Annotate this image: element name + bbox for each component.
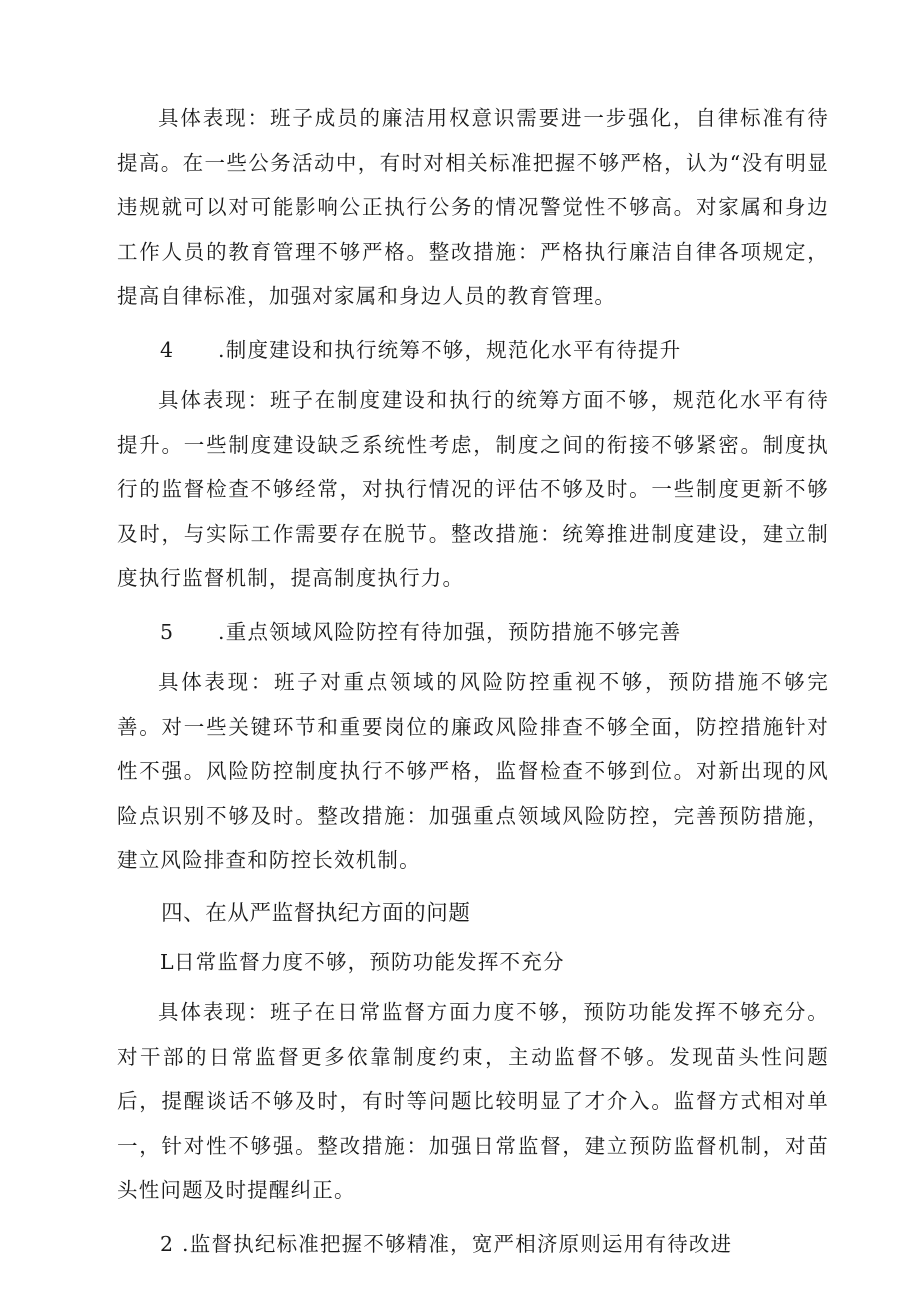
item-heading-1 bbox=[117, 940, 829, 984]
item-number: 4 bbox=[160, 337, 175, 362]
paragraph-system-building: 具体表现：班子在制度建设和执行的统筹方面不够，规范化水平有待提升。一些制度建设缺乏系统性考虑，制度之间的衔接不够紧密。制度执行的监督检查不够经常，对执行情况的评估不够及时。一些制度更新不够及时，与实际工作需要存在脱节。整改措施：统筹推进制度建设，建立制度执行监督机制，提高制度执行力。 bbox=[117, 387, 829, 591]
document-body bbox=[117, 96, 829, 1272]
section-heading: 四、在从严监督执纪方面的问题 bbox=[161, 900, 471, 926]
paragraph-risk-control: 具体表现：班子对重点领域的风险防控重视不够，预防措施不够完善。对一些关键环节和重要岗位的廉政风险排查不够全面，防控措施针对性不强。风险防控制度执行不够严格，监督检查不够到位。对新出现的风险点识别不够及时。整改措施：加强重点领域风险防控，完善预防措施，建立风险排查和防控长效机制。 bbox=[117, 669, 829, 873]
item-heading-2 bbox=[117, 1222, 829, 1266]
item-number: L bbox=[160, 949, 175, 974]
item-title: .制度建设和执行统筹不够，规范化水平有待提升 bbox=[218, 337, 682, 362]
item-title: .重点领域风险防控有待加强，预防措施不够完善 bbox=[218, 619, 682, 644]
item-heading-4 bbox=[117, 328, 829, 372]
paragraph-integrity: 具体表现：班子成员的廉洁用权意识需要进一步强化，自律标准有待提高。在一些公务活动中，有时对相关标准把握不够严格，认为“没有明显违规就可以对可能影响公正执行公务的情况警觉性不够高。对家属和身边工作人员的教育管理不够严格。整改措施：严格执行廉洁自律各项规定，提高自律标准，加强对家属和身边人员的教育管理。 bbox=[117, 106, 829, 309]
item-heading-5 bbox=[117, 610, 829, 654]
item-number: 2 bbox=[160, 1231, 175, 1256]
paragraph-daily-supervision: 具体表现：班子在日常监督方面力度不够，预防功能发挥不够充分。对干部的日常监督更多依靠制度约束，主动监督不够。发现苗头性问题后，提醒谈话不够及时，有时等问题比较明显了才介入。监督方式相对单一，针对性不够强。整改措施：加强日常监督，建立预防监督机制，对苗头性问题及时提醒纠正。 bbox=[117, 999, 829, 1203]
item-title: .监督执纪标准把握不够精准，宽严相济原则运用有待改进 bbox=[182, 1231, 733, 1256]
item-title: 日常监督力度不够，预防功能发挥不充分 bbox=[174, 949, 565, 974]
item-number: 5 bbox=[160, 619, 175, 644]
